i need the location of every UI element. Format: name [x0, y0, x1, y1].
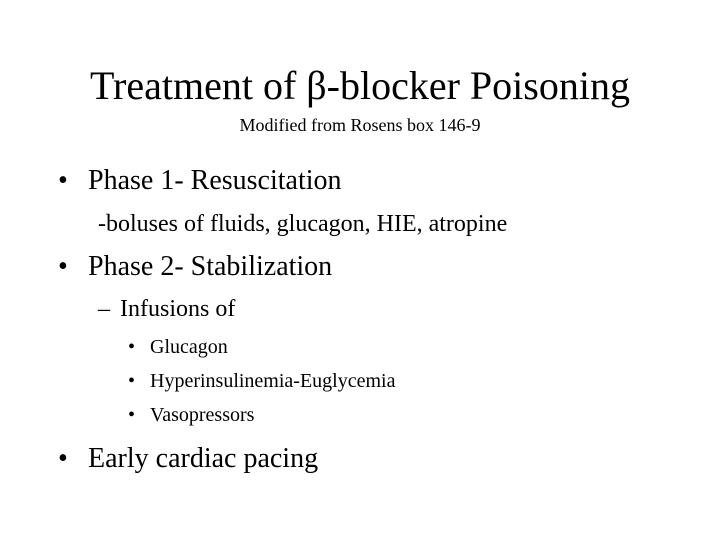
bullet-dot: •: [58, 165, 68, 196]
infusion-item: [128, 334, 228, 360]
infusion-item: [128, 368, 395, 394]
infusion-item-label: Vasopressors: [150, 404, 255, 426]
infusion-item: [128, 402, 254, 428]
dash-glyph: –: [98, 296, 110, 322]
bullet-phase-1: [58, 164, 342, 198]
slide-title: Treatment of β-blocker Poisoning: [90, 63, 630, 108]
bullet-dot: •: [58, 443, 68, 474]
bullet-dot: •: [128, 404, 136, 426]
infusion-item-label: Hyperinsulinemia-Euglycemia: [150, 370, 396, 392]
phase-2-sub-label: Infusions of: [120, 296, 236, 322]
slide-subtitle: Modified from Rosens box 146-9: [239, 115, 481, 135]
phase-2-sub-item: [98, 294, 235, 324]
bullet-dot: •: [128, 336, 136, 358]
bullet-phase-2: [58, 250, 332, 284]
bullet-phase-2-label: Phase 2- Stabilization: [88, 251, 333, 282]
infusion-item-label: Glucagon: [150, 336, 228, 358]
bullet-early-pacing: [58, 442, 318, 476]
phase-1-detail: -boluses of fluids, glucagon, HIE, atropine: [98, 211, 508, 237]
bullet-dot: •: [58, 251, 68, 282]
bullet-early-pacing-label: Early cardiac pacing: [88, 443, 319, 474]
bullet-dot: •: [128, 370, 136, 392]
bullet-phase-1-label: Phase 1- Resuscitation: [88, 165, 342, 196]
